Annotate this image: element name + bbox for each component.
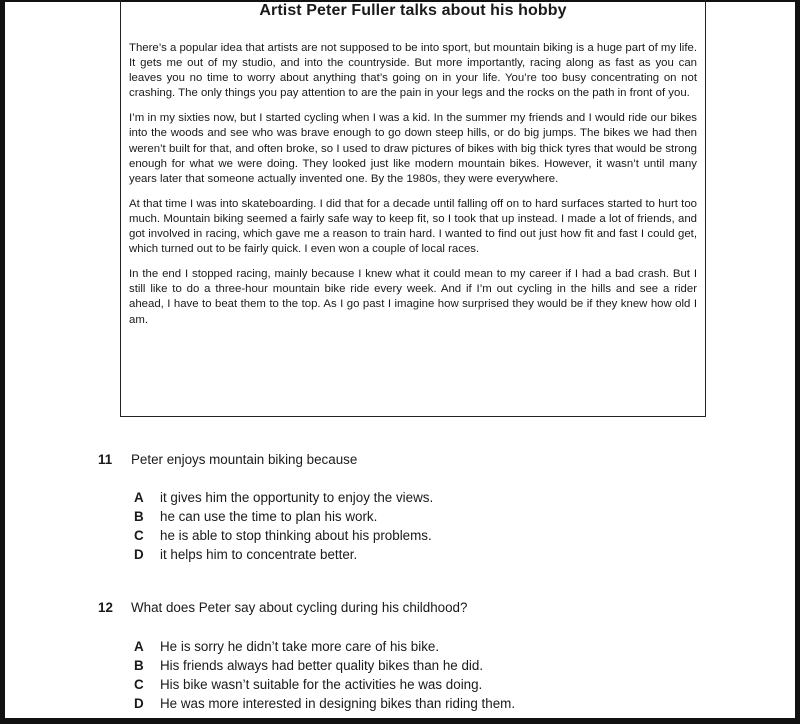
option-letter: A (134, 490, 144, 505)
option-letter: B (134, 658, 144, 673)
question-number: 12 (98, 600, 113, 615)
option-letter: A (134, 639, 144, 654)
option-letter: B (134, 509, 144, 524)
question-text: Peter enjoys mountain biking because (131, 452, 358, 467)
question-text: What does Peter say about cycling during his childhood? (131, 600, 468, 615)
option-text: His bike wasn’t suitable for the activities he was doing. (160, 677, 483, 692)
option-text: he can use the time to plan his work. (160, 509, 378, 524)
option-text: it gives him the opportunity to enjoy the views. (160, 490, 434, 505)
reading-passage (120, 0, 706, 417)
option-text: he is able to stop thinking about his problems. (160, 528, 432, 543)
passage-paragraph: I’m in my sixties now, but I started cycling when I was a kid. In the summer my friends and I would ride our bikes into the woods and see who was brave enough to go down steep hills, or do big jumps. The bikes we had then weren’t built for that, and often broke, so I used to draw pictures of bikes with big thick tyres that would be strong enough for what we were doing. They looked just like modern mountain bikes. However, it wasn’t until many years later that someone actually invented one. By the 1980s, they were everywhere. (129, 112, 697, 185)
option-letter: C (134, 677, 144, 692)
option-letter: C (134, 528, 144, 543)
passage-paragraph: There’s a popular idea that artists are not supposed to be into sport, but mountain biking is a huge part of my life. It gets me out of my studio, and into the countryside. But more importantly, racing along as fast as you can leaves you no time to worry about anything that’s going on in your life. You’re too busy concentrating on not crashing. The only things you pay attention to are the pain in your legs and the rocks on the path in front of you. (129, 42, 697, 100)
option-text: it helps him to concentrate better. (160, 547, 358, 562)
question-number: 11 (98, 452, 113, 467)
option-text: His friends always had better quality bikes than he did. (160, 658, 484, 673)
option-text: He was more interested in designing bikes than riding them. (160, 696, 516, 711)
option-letter: D (134, 696, 144, 711)
passage-paragraph: At that time I was into skateboarding. I did that for a decade until falling off on to hard surfaces started to hurt too much. Mountain biking seemed a fairly safe way to keep fit, so I took that up instead. I made a lot of friends, and got involved in racing, which gave me a reason to train hard. I wanted to find out just how fit and fast I could get, which turned out to be fairly quick. I even won a couple of local races. (129, 197, 697, 256)
passage-paragraph: In the end I stopped racing, mainly because I knew what it could mean to my career if I had a bad crash. But I still like to do a three-hour mountain bike ride every week. And if I’m out cycling in the hills and see a rider ahead, I have to beat them to the top. As I go past I imagine how surprised they would be if they knew how old I am. (129, 268, 697, 326)
passage-title: Artist Peter Fuller talks about his hobby (259, 2, 567, 19)
option-text: He is sorry he didn’t take more care of his bike. (160, 639, 440, 654)
option-letter: D (134, 547, 144, 562)
